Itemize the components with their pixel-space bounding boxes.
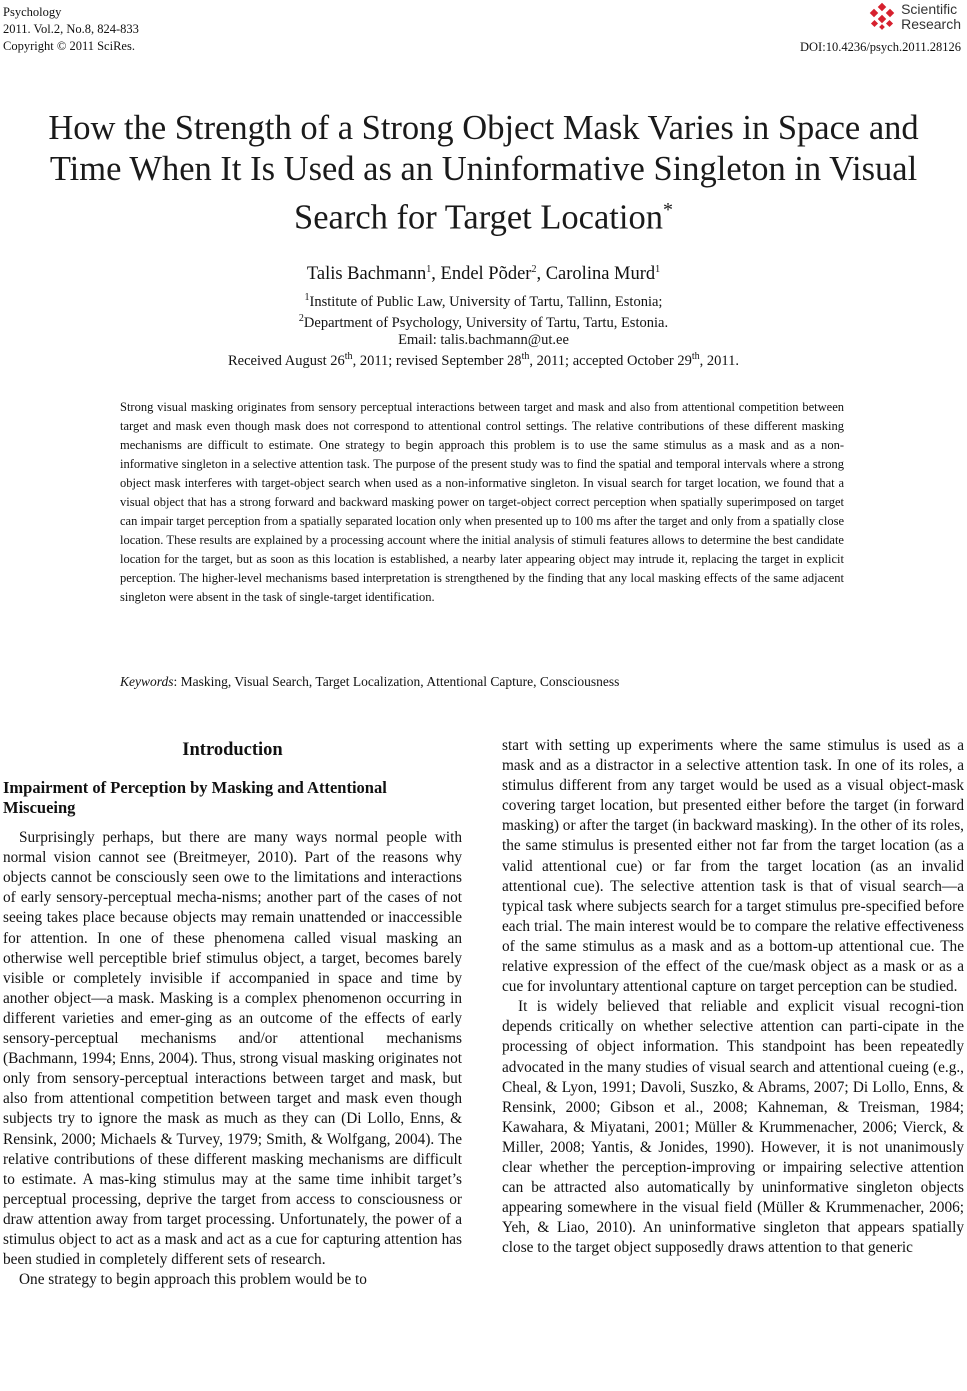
- journal-name: Psychology: [3, 5, 62, 19]
- author-2: Endel Põder: [440, 264, 532, 285]
- author-list: Talis Bachmann$^1$, Endel Põder$^2$, Carolina Murd$^1$: [306, 264, 661, 285]
- keywords-label: Keywords: [120, 674, 174, 689]
- body-paragraph: One strategy to begin approach this problem would be to: [19, 1271, 367, 1289]
- journal-volume: 2011. Vol.2, No.8, 824-833: [3, 22, 139, 36]
- publisher-logo: [865, 2, 961, 32]
- abstract: Strong visual masking originates from sensory perceptual interactions between target and mask and also from attentional competition between target and mask even though mask does not correspond to attentional control settings. The relative contributions of these different masking mechanisms are difficult to estimate. One strategy to begin approach this problem is to use the same stimulus as a mask and as a non-informative singleton in a selective attention task. The purpose of the present study was to find the spatial and temporal intervals where a strong object mask interferes with target-object search when used as a non-informative singleton. In visual search for target location, we found that a visual object that has a strong forward and backward masking power on target-object correct perception when spatially superimposed on target can impair target perception from a spatially separated location only when presented up to 100 ms after the target and only from a spatially close location. These results are explained by a processing account where the initial analysis of stimuli features allows to determine the best candidate location for the target, but as soon as this location is established, a nearby later appearing object may intrude it, replacing the target in explicit perception. The higher-level mechanisms based interpretation is strengthened by the finding that any local masking effects of the same adjacent singleton were absent in the task of single-target identification.: [120, 400, 844, 604]
- received-dates: Received August 26th, 2011; revised September 28th, 2011; accepted October 29th, 2011.: [227, 351, 739, 369]
- left-column: [3, 736, 462, 1290]
- paper-title: [10, 108, 957, 239]
- title-line-3: Search for Target Location*: [294, 198, 673, 237]
- author-3: Carolina Murd: [545, 264, 656, 285]
- section-heading: Introduction: [182, 740, 283, 760]
- title-footnote-mark: *: [662, 199, 673, 221]
- keywords: Keywords: Masking, Visual Search, Target Localization, Attentional Capture, Consciousness: [120, 674, 620, 689]
- right-column: [502, 736, 964, 1258]
- logo-line-2: Research: [901, 16, 961, 32]
- logo-text: [901, 2, 961, 32]
- journal-header: [3, 4, 139, 55]
- affiliation-2: $^2$Department of Psychology, University of Tartu, Tartu, Estonia.: [298, 313, 669, 331]
- logo-line-1: Scientific: [901, 1, 958, 17]
- author-email: Email: talis.bachmann@ut.ee: [398, 332, 569, 348]
- affiliation-1: $^1$Institute of Public Law, University of Tartu, Tallinn, Estonia;: [304, 292, 663, 310]
- body-paragraph: Surprisingly perhaps, but there are many ways normal people with normal vision cannot see (Breitmeyer, 2010). Part of the reasons why objects cannot be consciously seen owe to the limitations and interactions of early sensory-perceptual mecha-nisms; another part of the cases of not seeing takes place because objects may remain unattended or inaccessible for attention. In one of these phenomena called visual masking an otherwise well perceptible brief stimulus object, a target, becomes barely visible or completely invisible if accompanied in space and time by another object—a mask. Masking is a complex phenomenon occurring in different varieties and emer-ging as an outcome of the effects of early sensory-perceptual mechanisms and/or attentional mechanisms (Bachmann, 1994; Enns, 2004). Thus, strong visual masking originates not only from sensory-perceptual interactions between target and mask, but also from attentional competition between target and mask even though subjects try to ignore the mask as much as they can (Di Lollo, Enns, & Rensink, 2000; Michaels & Turvey, 1979; Smith, & Wolfgang, 2004). The relative contributions of these different masking mechanisms are difficult to estimate. A mas-king stimulus may at the same time inhibit target’s perceptual processing, deprive the target from access to consciousness or draw attention away from target processing. Unfortunately, the power of a stimulus object to act as a mask and act as a cue for capturing attention has been studied in completely different sets of research.: [3, 829, 462, 1269]
- subsection-heading: Impairment of Perception by Masking and Attentional Miscueing: [3, 778, 387, 818]
- body-paragraph: start with setting up experiments where the same stimulus is used as a mask and as a distractor in a selective attention task. In one of its roles, a stimulus different from any target would be used as a visual object-mask covering target location, but presented either before the target (in forward masking) or after the target (in backward masking). In the other of its roles, the same stimulus is presented either not far from the target location (as a valid attentional cue) or far from the target location (as an invalid attentional cue). The selective attention task is that of visual search—a typical task where subjects search for a target stimulus pre-specified before each trial. The main interest would be to compare the relative effectiveness of the same stimulus as a mask and as a bottom-up attentional cue. The relative expression of the effect of the cue/mask object as a mask or as a cue for involuntary attentional capture on target perception can be studied.: [502, 737, 964, 996]
- title-line-2: Time When It Is Used as an Uninformative Singleton in Visual: [49, 150, 918, 188]
- journal-copyright: Copyright © 2011 SciRes.: [3, 39, 135, 53]
- scientific-research-logo-icon: [865, 2, 899, 32]
- doi: DOI:10.4236/psych.2011.28126: [800, 40, 961, 54]
- author-1: Talis Bachmann: [306, 264, 427, 285]
- title-line-1: How the Strength of a Strong Object Mask Varies in Space and: [48, 109, 919, 147]
- body-paragraph: It is widely believed that reliable and explicit visual recogni-tion depends critically on whether selective attention can parti-cipate in the processing of object information. This standpoint has been repeatedly advocated in the many studies of visual search and attentional cueing (e.g., Cheal, & Lyon, 1991; Davoli, Suszko, & Abrams, 2007; Di Lollo, Enns, & Rensink, 2000; Gibson et al., 2008; Kahneman, & Treisman, 1984; Kawahara, & Miyatani, 2001; Müller & Krummenacher, 2006; Vierck, & Miller, 2008; Yantis, & Jonides, 1990). However, it is not unanimously clear whether the perception-improving or impairing selective attention can be attracted also automatically by uninformative singleton objects appearing somewhere in the visual field (Müller & Krummenacher, 2006; Yeh, & Liao, 2010). An uninformative singleton that appears spatially close to the target object supposedly draws attention to that generic: [502, 998, 964, 1257]
